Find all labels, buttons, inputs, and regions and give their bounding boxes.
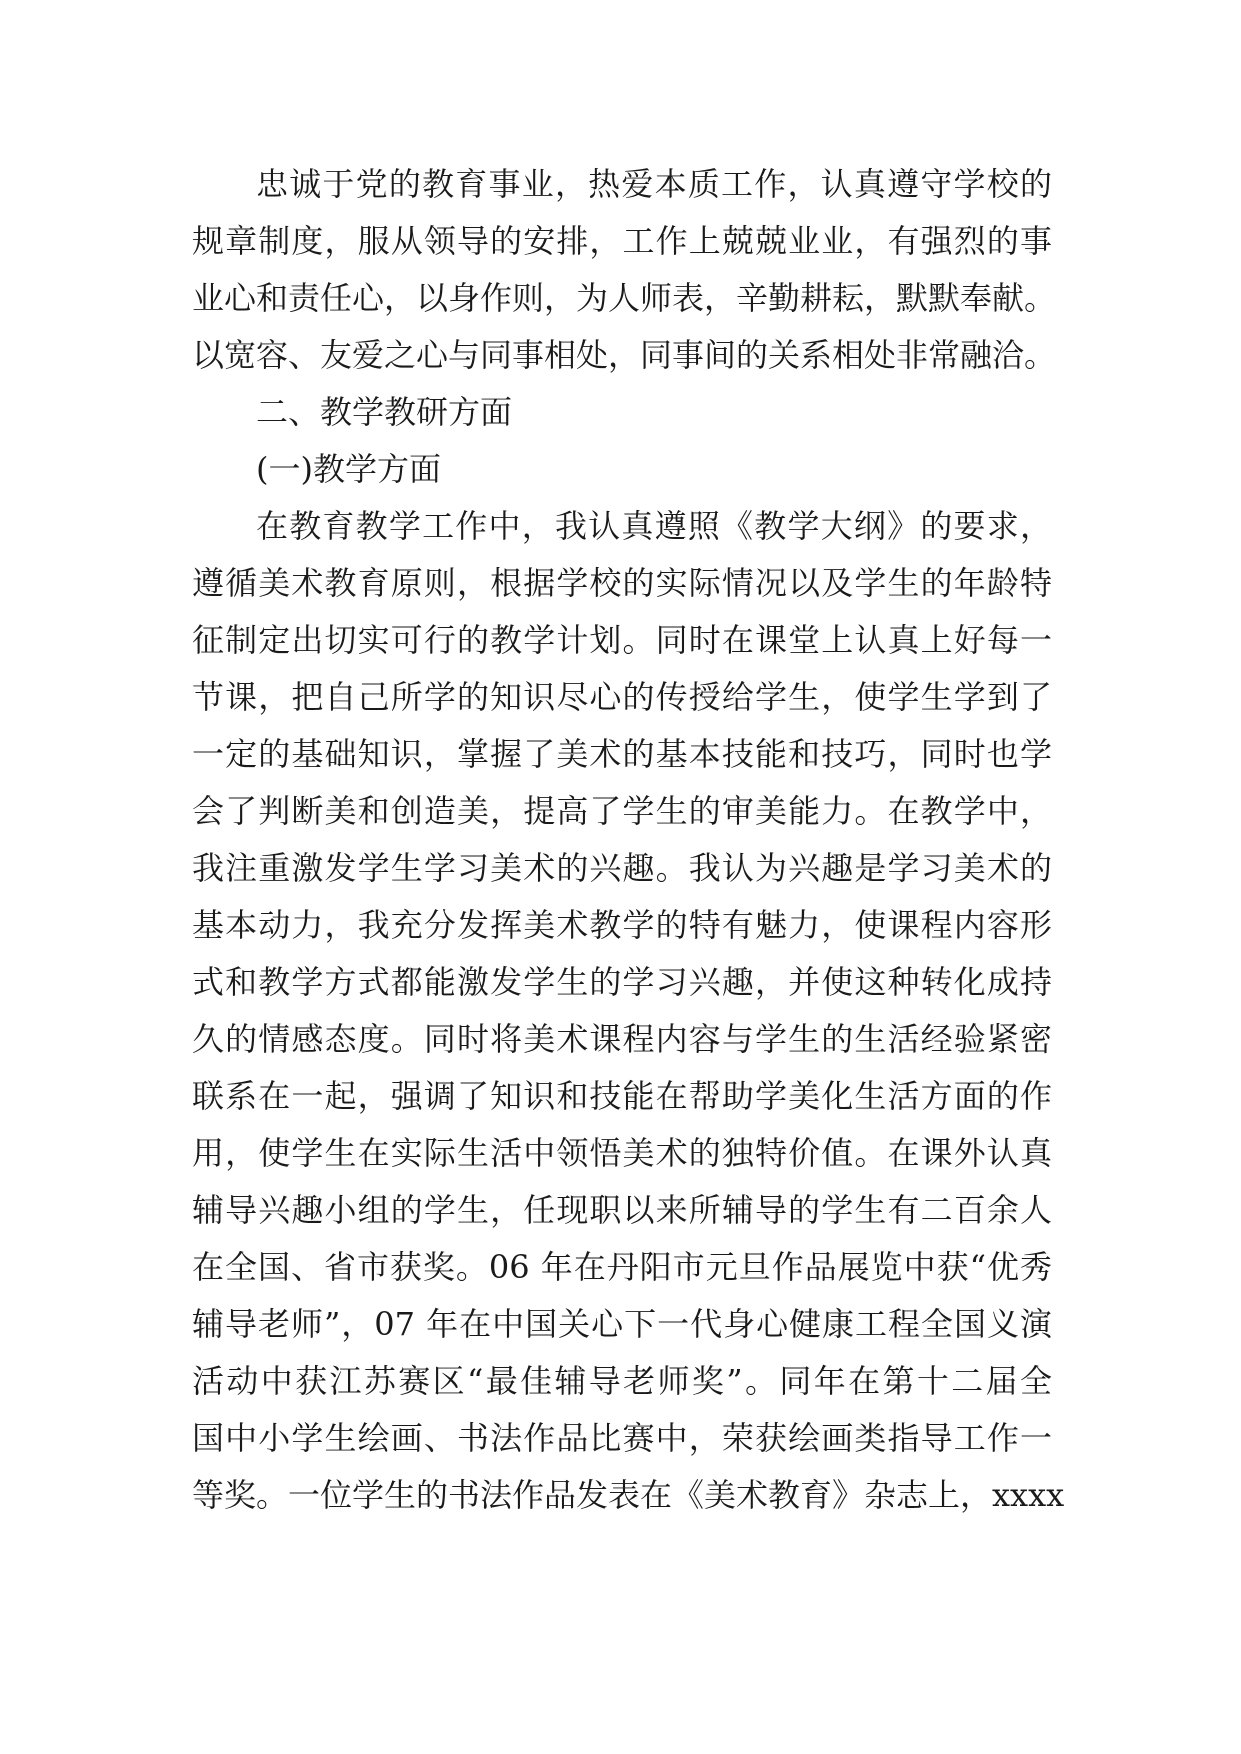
paragraph-line: 遵循美术教育原则，根据学校的实际情况以及学生的年龄特 xyxy=(192,564,1052,602)
paragraph-line: 以宽容、友爱之心与同事相处，同事间的关系相处非常融洽。 xyxy=(192,336,1057,374)
paragraph-line: 国中小学生绘画、书法作品比赛中，荣获绘画类指导工作一 xyxy=(192,1419,1052,1457)
paragraph-line: 等奖。一位学生的书法作品发表在《美术教育》杂志上，xxxx xyxy=(192,1476,1065,1514)
paragraph-line: 辅导兴趣小组的学生，任现职以来所辅导的学生有二百余人 xyxy=(192,1191,1052,1229)
paragraph-line: 联系在一起，强调了知识和技能在帮助学美化生活方面的作 xyxy=(192,1077,1052,1115)
paragraph-line: 活动中获江苏赛区“最佳辅导老师奖”。同年在第十二届全 xyxy=(192,1362,1052,1400)
paragraph-line: 久的情感态度。同时将美术课程内容与学生的生活经验紧密 xyxy=(192,1020,1052,1058)
paragraph-line: 用，使学生在实际生活中领悟美术的独特价值。在课外认真 xyxy=(192,1134,1052,1172)
paragraph-line: 业心和责任心，以身作则，为人师表，辛勤耕耘，默默奉献。 xyxy=(192,279,1057,317)
document-body xyxy=(192,156,1065,1524)
paragraph-line: 一定的基础知识，掌握了美术的基本技能和技巧，同时也学 xyxy=(192,735,1052,773)
paragraph-line: 规章制度，服从领导的安排，工作上兢兢业业，有强烈的事 xyxy=(192,222,1052,260)
paragraph-line: 式和教学方式都能激发学生的学习兴趣，并使这种转化成持 xyxy=(192,963,1052,1001)
paragraph-line: 征制定出切实可行的教学计划。同时在课堂上认真上好每一 xyxy=(192,621,1052,659)
paragraph-line: 我注重激发学生学习美术的兴趣。我认为兴趣是学习美术的 xyxy=(192,849,1052,887)
subsection-heading: (一)教学方面 xyxy=(256,450,441,488)
paragraph-line: 会了判断美和创造美，提高了学生的审美能力。在教学中， xyxy=(192,792,1052,830)
section-heading: 二、教学教研方面 xyxy=(256,393,513,431)
paragraph-line: 忠诚于党的教育事业，热爱本质工作，认真遵守学校的 xyxy=(256,165,1052,203)
paragraph-line: 节课，把自己所学的知识尽心的传授给学生，使学生学到了 xyxy=(192,678,1052,716)
paragraph-line: 在全国、省市获奖。06 年在丹阳市元旦作品展览中获“优秀 xyxy=(192,1248,1052,1286)
paragraph-line: 辅导老师”，07 年在中国关心下一代身心健康工程全国义演 xyxy=(192,1305,1052,1343)
paragraph-line: 基本动力，我充分发挥美术教学的特有魅力，使课程内容形 xyxy=(192,906,1052,944)
paragraph-line: 在教育教学工作中，我认真遵照《教学大纲》的要求， xyxy=(256,507,1052,545)
